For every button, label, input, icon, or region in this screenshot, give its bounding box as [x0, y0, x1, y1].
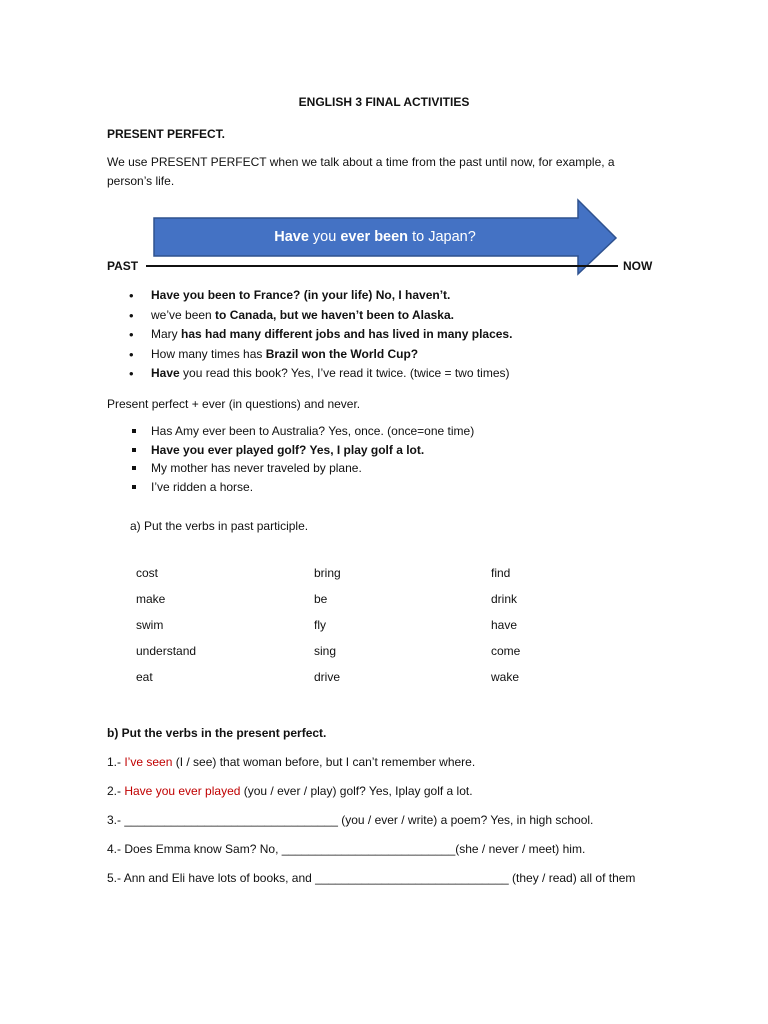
verb-cell: drive	[314, 670, 341, 684]
arrow-caption	[150, 229, 600, 245]
verb-cell: swim	[136, 618, 164, 632]
arrow-word-you: you	[308, 229, 341, 245]
verb-cell: understand	[136, 644, 197, 658]
arrow-word-rest: to Japan?	[408, 229, 476, 245]
list-item: • Have you been to France? (in your life) No, I haven’t.	[105, 286, 512, 306]
intro-line-1	[107, 155, 615, 169]
intro-text: We use	[107, 155, 151, 169]
intro-term: PRESENT PERFECT	[150, 155, 267, 169]
page-title: ENGLISH 3 FINAL ACTIVITIES	[298, 95, 470, 109]
list-item: • we’ve been to Canada, but we haven’t been to Alaska.	[105, 306, 512, 326]
list-item: • Have you read this book? Yes, I’ve read it twice. (twice = two times)	[105, 364, 512, 384]
verb-cell: wake	[491, 670, 520, 684]
verb-cell: sing	[314, 644, 337, 658]
verb-cell: drink	[491, 592, 518, 606]
section-title: PRESENT PERFECT.	[107, 127, 226, 141]
sentence-answer: Have you ever played	[124, 784, 241, 798]
arrow-word-ever-been: ever been	[340, 229, 409, 245]
list-item: Has Amy ever been to Australia? Yes, once. (once=one time)	[105, 422, 474, 441]
list-item: Have you ever played golf? Yes, I play golf a lot.	[105, 441, 474, 460]
list-item: My mother has never traveled by plane.	[105, 459, 474, 478]
verb-cell: cost	[136, 566, 159, 580]
verb-cell: make	[136, 592, 166, 606]
verb-cell: have	[491, 618, 518, 632]
sentence-3: 3.- ________________________________ (you / ever / write) a poem? Yes, in high school.	[107, 813, 594, 827]
verb-cell: be	[314, 592, 328, 606]
sentence-5: 5.- Ann and Eli have lots of books, and _____________________________ (they / read) all of them	[107, 871, 636, 885]
verb-cell: fly	[314, 618, 326, 632]
sentence-1: 1.- I’ve seen (I / see) that woman before, but I can’t remember where.	[107, 755, 476, 769]
intro-line-2: person’s life.	[107, 174, 175, 188]
arrow-word-have: Have	[274, 229, 309, 245]
list-item: • How many times has Brazil won the World Cup?	[105, 345, 512, 365]
exercise-b-instruction: b) Put the verbs in the present perfect.	[107, 726, 327, 740]
verb-cell: find	[491, 566, 511, 580]
exercise-a-instruction: a) Put the verbs in past participle.	[130, 519, 309, 533]
list-item: I’ve ridden a horse.	[105, 478, 474, 497]
ever-never-heading: Present perfect + ever (in questions) and never.	[107, 397, 361, 411]
intro-text-cont: when we talk about a time from the past until now, for example, a	[266, 155, 615, 169]
sentence-2: 2.- Have you ever played (you / ever / play) golf? Yes, Iplay golf a lot.	[107, 784, 473, 798]
timeline-past-label: PAST	[107, 259, 139, 273]
ever-examples-list	[105, 422, 474, 496]
verb-cell: eat	[136, 670, 153, 684]
list-item: • Mary has had many different jobs and has lived in many places.	[105, 325, 512, 345]
verb-cell: come	[491, 644, 521, 658]
verb-cell: bring	[314, 566, 341, 580]
timeline-now-label: NOW	[623, 259, 653, 273]
timeline-line	[146, 265, 618, 267]
sentence-4: 4.- Does Emma know Sam? No, __________________________(she / never / meet) him.	[107, 842, 586, 856]
examples-list	[105, 286, 512, 384]
sentence-answer: I’ve seen	[124, 755, 173, 769]
